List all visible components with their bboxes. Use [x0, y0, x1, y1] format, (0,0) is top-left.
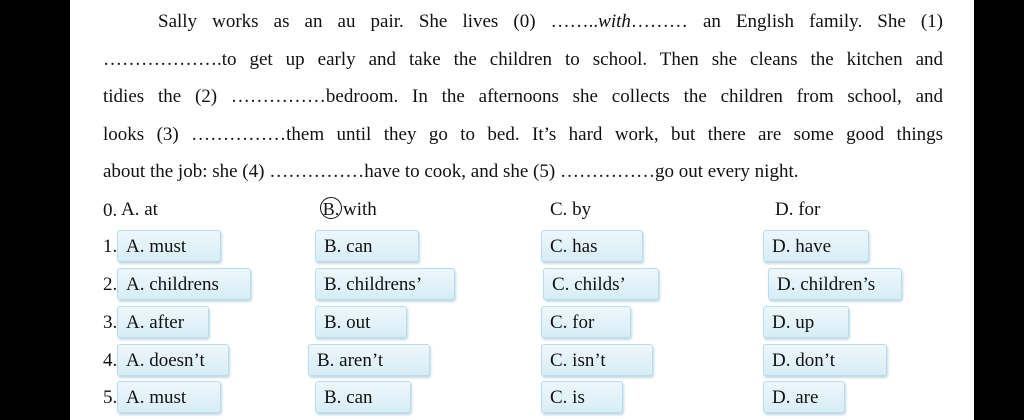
worksheet-page: [70, 0, 974, 420]
question-row-1: [103, 229, 963, 263]
question-number: 2.: [103, 274, 118, 295]
question-number: 3.: [103, 312, 118, 333]
passage-line-4: looks (3) ……………them until they go to bed. It’s hard work, but there are some good things: [103, 123, 943, 145]
option-b-button[interactable]: B. out: [315, 306, 407, 338]
question-row-3: [103, 305, 963, 339]
option-a-button[interactable]: A. must: [117, 381, 221, 413]
question-number: 0.: [103, 200, 118, 221]
passage-text: Sally works as an au pair. She lives (0) ……..: [158, 11, 599, 32]
option-a-button[interactable]: A. after: [117, 306, 209, 338]
option-a-button[interactable]: A. childrens: [117, 268, 251, 300]
passage-line-3: tidies the (2) ……………bedroom. In the afternoons she collects the children from school, and: [103, 86, 943, 108]
passage-line-1: [103, 3, 943, 41]
question-row-4: [103, 343, 963, 377]
option-a: A. at: [121, 199, 158, 220]
option-a-button[interactable]: A. doesn’t: [117, 344, 229, 376]
option-b-button[interactable]: B. can: [315, 230, 419, 262]
option-d-button[interactable]: D. have: [763, 230, 869, 262]
option-c-button[interactable]: C. has: [541, 230, 643, 262]
option-c-button[interactable]: C. isn’t: [541, 344, 653, 376]
question-number: 4.: [103, 350, 118, 371]
question-row-0: [103, 193, 963, 227]
passage-line-5: about the job: she (4) ……………have to cook, and she (5) ……………go out every night.: [103, 161, 799, 183]
option-d-button[interactable]: D. up: [763, 306, 849, 338]
option-c: C. by: [550, 199, 592, 220]
question-row-5: [103, 380, 963, 414]
question-number: 5.: [103, 387, 118, 408]
selected-circle: B.: [320, 197, 342, 219]
option-c-button[interactable]: C. childs’: [543, 268, 659, 300]
option-d-button[interactable]: D. don’t: [763, 344, 887, 376]
option-b-text: with: [343, 199, 377, 220]
option-b-button[interactable]: B. can: [315, 381, 411, 413]
option-a-button[interactable]: A. must: [117, 230, 221, 262]
passage-text: ……… an English family. She (1): [630, 11, 943, 32]
option-b-selected: [320, 194, 377, 226]
example-answer: with: [598, 11, 631, 32]
option-c-button[interactable]: C. is: [541, 381, 623, 413]
passage-line-2: ……………….to get up early and take the children to school. Then she cleans the kitchen and: [103, 48, 943, 70]
option-d: D. for: [775, 199, 821, 220]
option-d-button[interactable]: D. are: [763, 381, 845, 413]
option-b-button[interactable]: B. childrens’: [315, 268, 455, 300]
option-b-button[interactable]: B. aren’t: [308, 344, 430, 376]
question-number: 1.: [103, 236, 118, 257]
passage: [103, 3, 943, 191]
option-d-button[interactable]: D. children’s: [768, 268, 902, 300]
question-row-2: [103, 267, 963, 301]
option-c-button[interactable]: C. for: [541, 306, 631, 338]
